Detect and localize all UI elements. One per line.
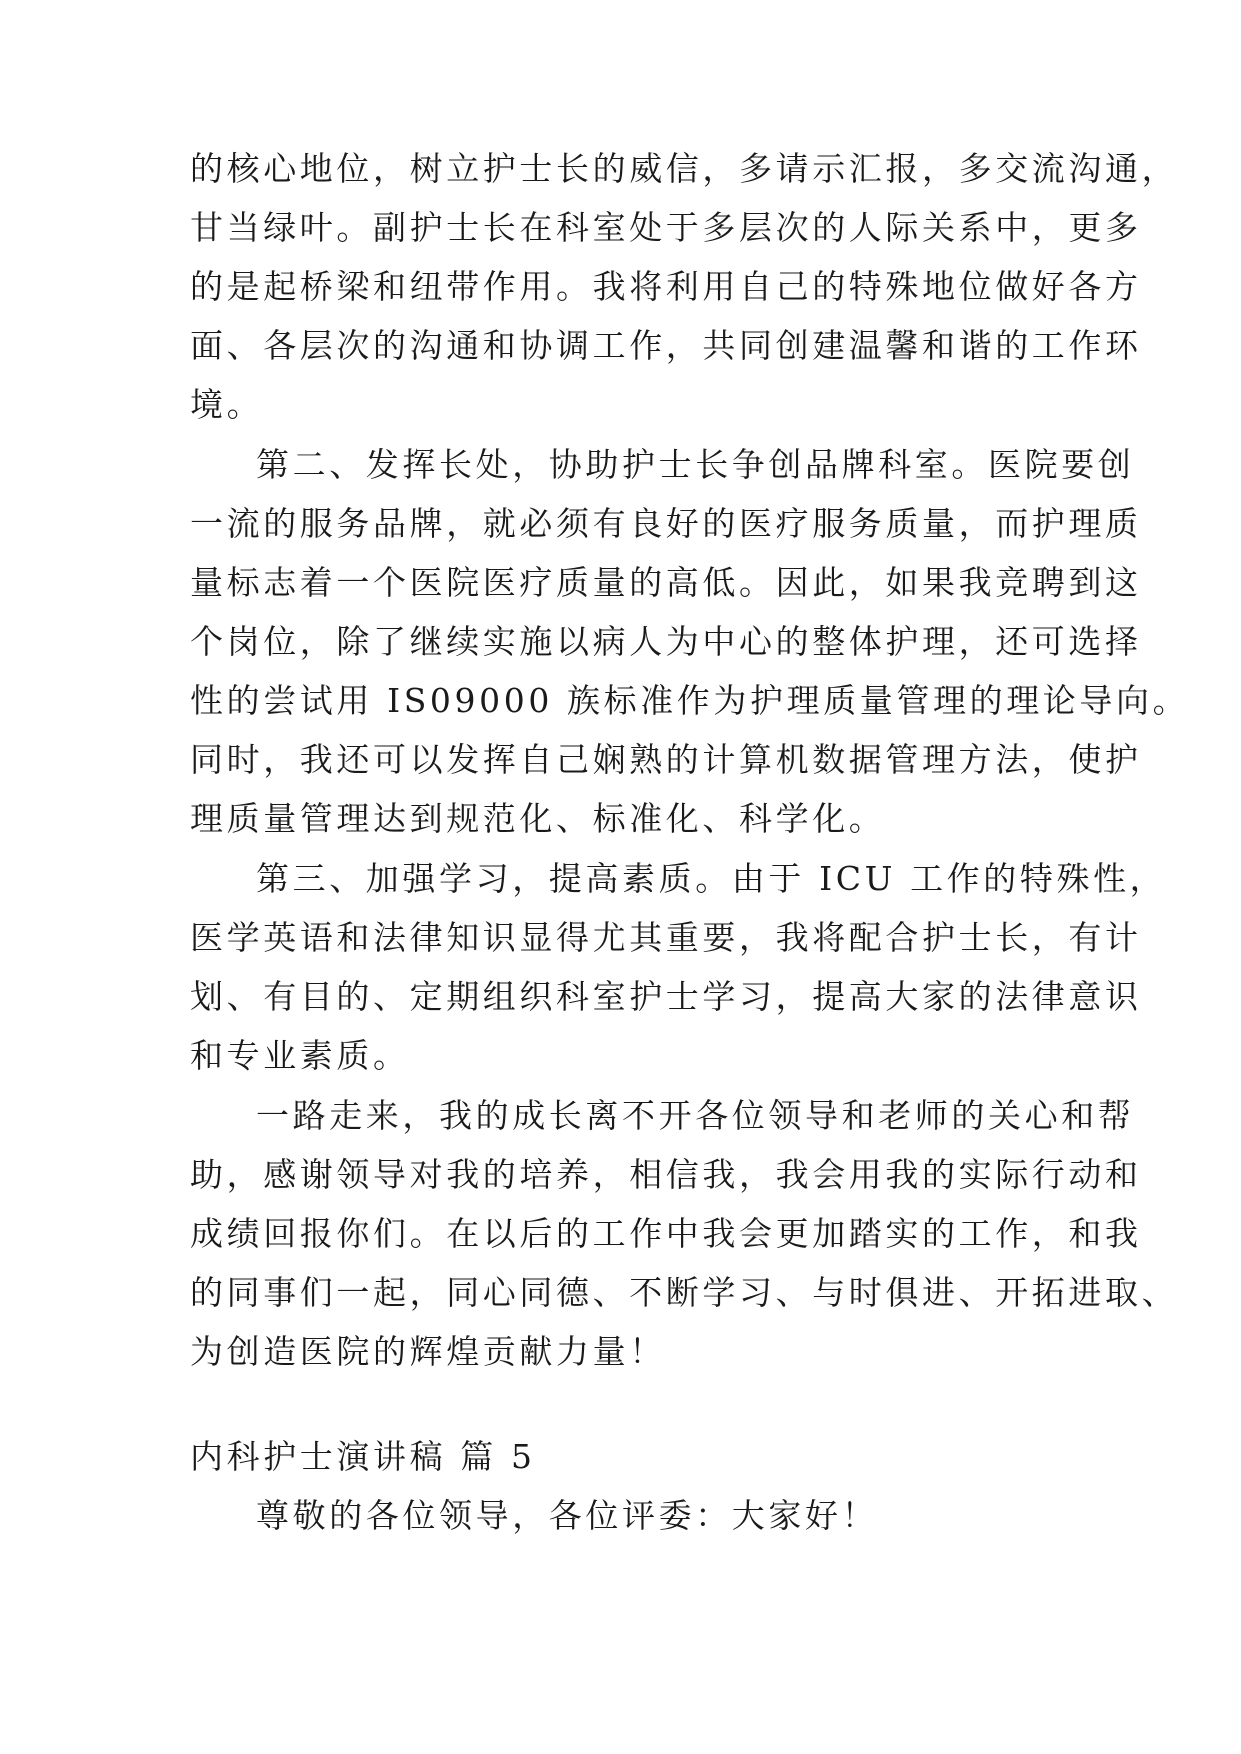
- paragraph-1-line-5: 境。: [190, 385, 264, 424]
- greeting-line: 尊敬的各位领导，各位评委：大家好！: [256, 1496, 879, 1535]
- paragraph-1-line-4: 面、各层次的沟通和协调工作，共同创建温馨和谐的工作环: [190, 326, 1142, 365]
- section-heading: 内科护士演讲稿 篇 5: [190, 1437, 536, 1476]
- paragraph-3-line-3: 划、有目的、定期组织科室护士学习，提高大家的法律意识: [190, 977, 1142, 1016]
- paragraph-4-line-5: 为创造医院的辉煌贡献力量！: [190, 1332, 666, 1371]
- paragraph-2-line-7: 理质量管理达到规范化、标准化、科学化。: [190, 799, 886, 838]
- paragraph-4-line-1: 一路走来，我的成长离不开各位领导和老师的关心和帮: [256, 1096, 1135, 1135]
- paragraph-2-line-3: 量标志着一个医院医疗质量的高低。因此，如果我竞聘到这: [190, 563, 1142, 602]
- paragraph-1-line-2: 甘当绿叶。副护士长在科室处于多层次的人际关系中，更多: [190, 208, 1142, 247]
- paragraph-4-line-2: 助，感谢领导对我的培养，相信我，我会用我的实际行动和: [190, 1155, 1142, 1194]
- paragraph-4-line-4: 的同事们一起，同心同德、不断学习、与时俱进、开拓进取、: [190, 1273, 1179, 1312]
- paragraph-2-line-5: 性的尝试用 IS09000 族标准作为护理质量管理的理论导向。: [190, 681, 1190, 720]
- paragraph-3-line-4: 和专业素质。: [190, 1036, 410, 1075]
- paragraph-3-line-1: 第三、加强学习，提高素质。由于 ICU 工作的特殊性，: [256, 859, 1167, 898]
- paragraph-3-line-2: 医学英语和法律知识显得尤其重要，我将配合护士长，有计: [190, 918, 1142, 957]
- paragraph-2-line-4: 个岗位，除了继续实施以病人为中心的整体护理，还可选择: [190, 622, 1142, 661]
- paragraph-4-line-3: 成绩回报你们。在以后的工作中我会更加踏实的工作，和我: [190, 1214, 1142, 1253]
- paragraph-1-line-3: 的是起桥梁和纽带作用。我将利用自己的特殊地位做好各方: [190, 267, 1142, 306]
- paragraph-1-line-1: 的核心地位，树立护士长的威信，多请示汇报，多交流沟通，: [190, 149, 1179, 188]
- paragraph-2-line-6: 同时，我还可以发挥自己娴熟的计算机数据管理方法，使护: [190, 740, 1142, 779]
- paragraph-2-line-2: 一流的服务品牌，就必须有良好的医疗服务质量，而护理质: [190, 504, 1142, 543]
- paragraph-2-line-1: 第二、发挥长处，协助护士长争创品牌科室。医院要创: [256, 445, 1135, 484]
